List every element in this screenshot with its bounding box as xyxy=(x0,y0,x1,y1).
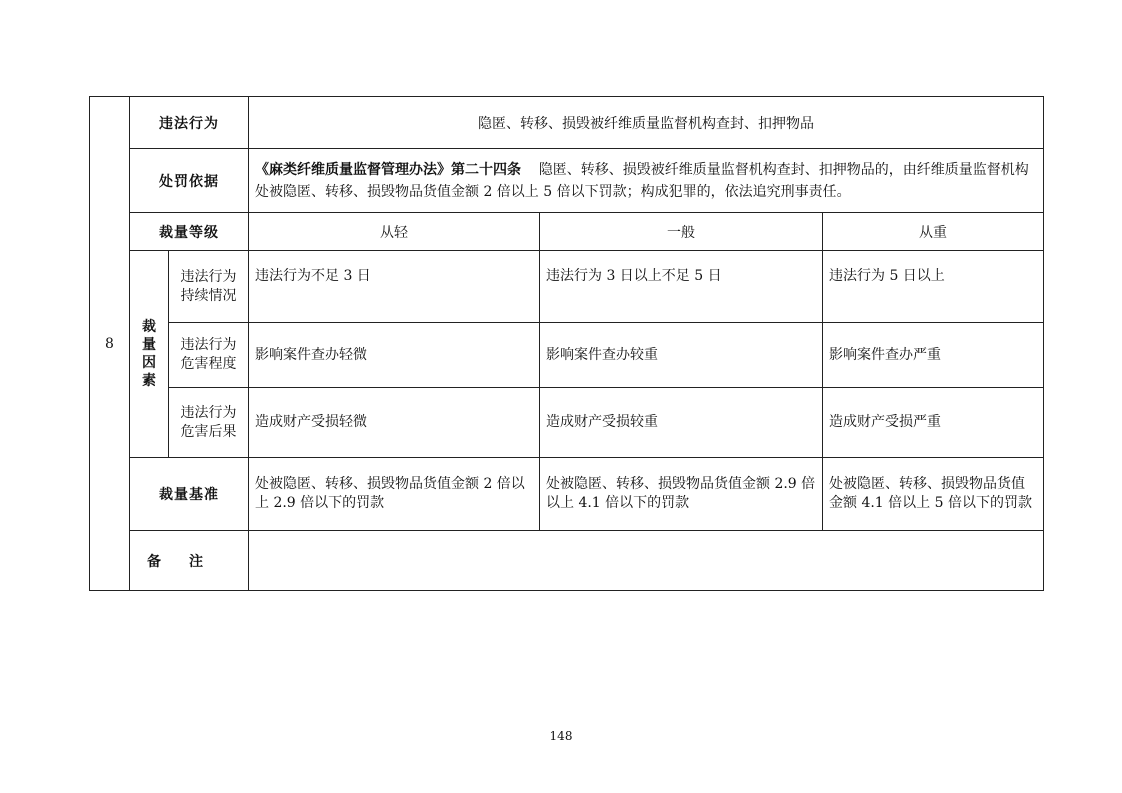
violation-row xyxy=(90,97,1044,149)
factor-label-line: 持续情况 xyxy=(180,287,237,304)
factor-label xyxy=(169,388,249,458)
factor-cell: 违法行为 5 日以上 xyxy=(823,251,1044,323)
basis-row xyxy=(90,149,1044,213)
factor-label xyxy=(169,323,249,388)
factor-row xyxy=(90,251,1044,323)
standard-cell: 处被隐匿、转移、损毁物品货值金额 4.1 倍以上 5 倍以下的罚款 xyxy=(823,458,1044,531)
basis-label: 处罚依据 xyxy=(130,149,249,213)
factors-label-char: 量 xyxy=(142,337,156,353)
factor-row xyxy=(90,388,1044,458)
factors-label-char: 因 xyxy=(142,355,156,371)
factor-label-line: 违法行为 xyxy=(180,268,237,285)
basis-text: 隐匿、转移、损毁被纤维质量监督机构查封、扣押物品的，由纤维质量监督机构处被隐匿、转移、损毁物品货值金额 2 倍以上 5 倍以下罚款；构成犯罪的，依法追究刑事责任。 xyxy=(255,161,1029,200)
factor-row xyxy=(90,323,1044,388)
penalty-discretion-table xyxy=(89,96,1044,591)
level-lenient: 从轻 xyxy=(249,213,540,251)
factor-label-line: 违法行为 xyxy=(180,337,237,353)
remarks-row xyxy=(90,531,1044,591)
violation-label: 违法行为 xyxy=(130,97,249,149)
standard-cell: 处被隐匿、转移、损毁物品货值金额 2 倍以上 2.9 倍以下的罚款 xyxy=(249,458,540,531)
level-general: 一般 xyxy=(540,213,823,251)
basis-cell xyxy=(249,149,1044,213)
level-severe: 从重 xyxy=(823,213,1044,251)
item-number: 8 xyxy=(90,97,130,591)
factor-label-line: 危害后果 xyxy=(180,423,237,440)
factor-label-line: 危害程度 xyxy=(180,356,237,372)
factor-label xyxy=(169,251,249,323)
factor-cell: 影响案件查办轻微 xyxy=(249,323,540,388)
factor-cell: 造成财产受损较重 xyxy=(540,388,823,458)
factor-cell: 违法行为 3 日以上不足 5 日 xyxy=(540,251,823,323)
factor-cell: 造成财产受损严重 xyxy=(823,388,1044,458)
remarks-text xyxy=(249,531,1044,591)
factor-cell: 影响案件查办较重 xyxy=(540,323,823,388)
factor-cell: 违法行为不足 3 日 xyxy=(249,251,540,323)
levels-row xyxy=(90,213,1044,251)
remarks-label: 备注 xyxy=(130,531,249,591)
factors-label-char: 素 xyxy=(142,373,156,389)
standard-row xyxy=(90,458,1044,531)
levels-label: 裁量等级 xyxy=(130,213,249,251)
factor-cell: 影响案件查办严重 xyxy=(823,323,1044,388)
standard-cell: 处被隐匿、转移、损毁物品货值金额 2.9 倍以上 4.1 倍以下的罚款 xyxy=(540,458,823,531)
standard-label: 裁量基准 xyxy=(130,458,249,531)
factors-label-char: 裁 xyxy=(142,319,156,335)
factors-label xyxy=(130,251,169,458)
page-number: 148 xyxy=(549,729,573,743)
violation-text: 隐匿、转移、损毁被纤维质量监督机构查封、扣押物品 xyxy=(249,97,1044,149)
law-title: 《麻类纤维质量监督管理办法》第二十四条 xyxy=(255,161,521,178)
factor-cell: 造成财产受损轻微 xyxy=(249,388,540,458)
factor-label-line: 违法行为 xyxy=(180,404,237,421)
